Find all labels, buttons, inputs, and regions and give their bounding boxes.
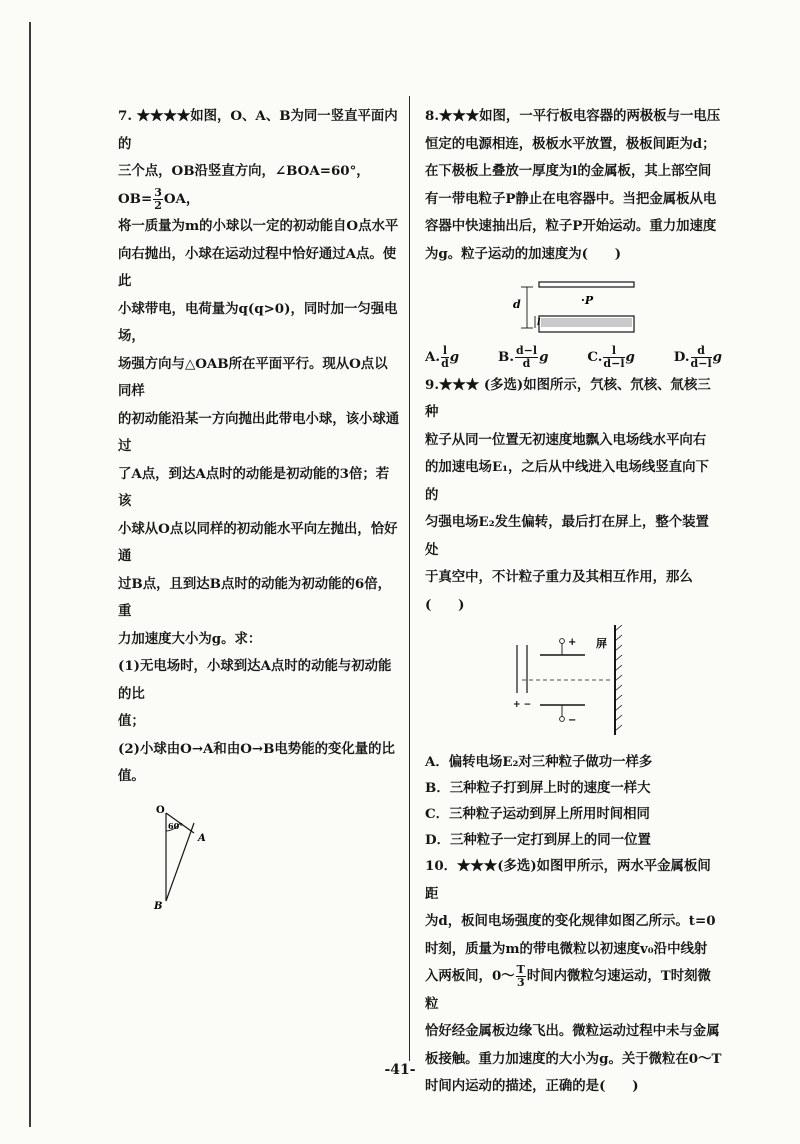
label-B: B	[154, 900, 163, 911]
q10-line-6: 板接触。重力加速度的大小为g。关于微粒在0～T	[425, 1050, 722, 1067]
q7-line-1: 7. ★★★★如图，O、A、B为同一竖直平面内的	[118, 108, 398, 152]
q8-line-2: 恒定的电源相连，极板水平放置，极板间距为d；	[425, 135, 716, 152]
fraction: $\frac{l}{d}$	[441, 344, 449, 371]
q8-line-4: 有一带电粒子P静止在电容器中。当把金属板从电	[425, 190, 717, 207]
label-d: d	[513, 298, 521, 311]
q10-line-1: 10．★★★(多选)如图甲所示，两水平金属板间距	[425, 858, 711, 902]
q7-line-3: 将一质量为m的小球以一定的初动能自O点水平	[118, 218, 399, 234]
q8-option-c[interactable]: C. $\frac{l}{d-l}$ g	[587, 344, 635, 371]
q8-line-5: 容器中快速抽出后，粒子P开始运动。重力加速度	[425, 218, 717, 234]
q9-line-1: 9.★★★ (多选)如图所示，氕核、氘核、氚核三种	[425, 376, 711, 420]
right-column	[425, 103, 722, 1101]
q8-option-b[interactable]: B. $\frac{d-l}{d}$ g	[498, 344, 549, 371]
label-screen: 屏	[596, 637, 607, 650]
q8-line-6: 为g。粒子运动的加速度为( )	[425, 245, 622, 262]
label-plus-minus: + −	[513, 700, 532, 710]
q10-line-2: 为d，板间电场强度的变化规律如图乙所示。t=0	[425, 913, 716, 929]
q10-line-4: 入两板间，0～ $\frac{T}{3}$ 时间内微粒匀速运动，T时刻微粒	[425, 963, 711, 1012]
q7-part-1: (1)无电场时，小球到达A点时的动能与初动能的比	[118, 658, 392, 702]
question-8	[425, 103, 722, 372]
page-number: -41-	[384, 1062, 416, 1078]
capacitor-figure	[499, 276, 649, 342]
q7-line-11: 力加速度大小为g。求：	[118, 630, 262, 647]
column-divider	[409, 96, 410, 1061]
q7-line-8: 了A点，到达A点时的动能是初动能的3倍；若该	[118, 465, 390, 509]
fraction-3-over-2: $\frac{3}{2}$	[154, 185, 162, 212]
q8-line-1: 8.★★★如图，一平行板电容器的两极板与一电压	[425, 108, 721, 124]
fraction: $\frac{d}{d-l}$	[690, 344, 712, 371]
q7-line-10: 过B点，且到达B点时的动能为初动能的6倍，重	[118, 575, 391, 619]
q10-line-5: 恰好经金属板边缘飞出。微粒运动过程中未与金属	[425, 1023, 720, 1039]
q9-line-2: 粒子从同一位置无初速度地飘入电场线水平向右	[425, 431, 707, 448]
label-angle: 60°	[168, 820, 184, 831]
q9-line-3: 的加速电场E₁，之后从中线进入电场线竖直向下的	[425, 459, 709, 503]
label-O: O	[156, 804, 165, 816]
label-l: l	[537, 318, 541, 328]
q8-line-3: 在下极板上叠放一厚度为l的金属板，其上部空间	[425, 163, 712, 179]
q7-part-1-cont: 值；	[118, 713, 145, 729]
label-plus: +	[568, 637, 577, 648]
q9-line-4: 匀强电场E₂发生偏转，最后打在屏上，整个装置处	[425, 514, 709, 558]
q9-choice-c[interactable]: C．三种粒子运动到屏上所用时间相同	[425, 806, 650, 822]
fraction-t-over-3: $\frac{T}{3}$	[516, 963, 525, 989]
q7-line-2: 三个点，OB沿竖直方向，∠BOA=60°，OB= $\frac{3}{2}$ OA，	[118, 163, 370, 212]
q7-line-9: 小球从O点以同样的初动能水平向左抛出，恰好通	[118, 520, 398, 564]
q8-option-d[interactable]: D. $\frac{d}{d-l}$ g	[673, 344, 722, 371]
deflection-figure	[505, 625, 645, 743]
q8-option-a[interactable]: A. $\frac{l}{d}$ g	[425, 344, 460, 371]
label-minus: −	[568, 715, 577, 726]
question-7	[118, 103, 400, 911]
fraction: $\frac{d-l}{d}$	[515, 344, 538, 371]
q7-line-4: 向右抛出，小球在运动过程中恰好通过A点。使此	[118, 245, 397, 289]
q7-line-7: 的初动能沿某一方向抛出此带电小球，该小球通过	[118, 410, 400, 454]
label-A: A	[198, 832, 206, 844]
q7-line-5: 小球带电，电荷量为q(q>0)，同时加一匀强电场，	[118, 300, 398, 344]
q9-choice-a[interactable]: A．偏转电场E₂对三种粒子做功一样多	[425, 754, 653, 770]
label-P: ·P	[581, 294, 594, 307]
q9-choice-b[interactable]: B．三种粒子打到屏上时的速度一样大	[425, 780, 651, 796]
triangle-oab-figure	[136, 801, 256, 911]
q9-choice-d[interactable]: D．三种粒子一定打到屏上的同一位置	[425, 832, 651, 848]
fraction: $\frac{l}{d-l}$	[603, 344, 625, 371]
q9-line-5: 于真空中，不计粒子重力及其相互作用，那么( )	[425, 569, 693, 613]
q10-line-7: 时间内运动的描述，正确的是( )	[425, 1078, 639, 1094]
binding-rule	[29, 22, 31, 1127]
q8-options	[425, 344, 722, 372]
q10-line-3: 时刻，质量为m的带电微粒以初速度v₀沿中线射	[425, 940, 708, 957]
question-9	[425, 372, 722, 854]
q7-line-6: 场强方向与△OAB所在平面平行。现从O点以同样	[118, 355, 388, 399]
q7-part-2: (2)小球由O→A和由O→B电势能的变化量的比值。	[118, 740, 395, 784]
